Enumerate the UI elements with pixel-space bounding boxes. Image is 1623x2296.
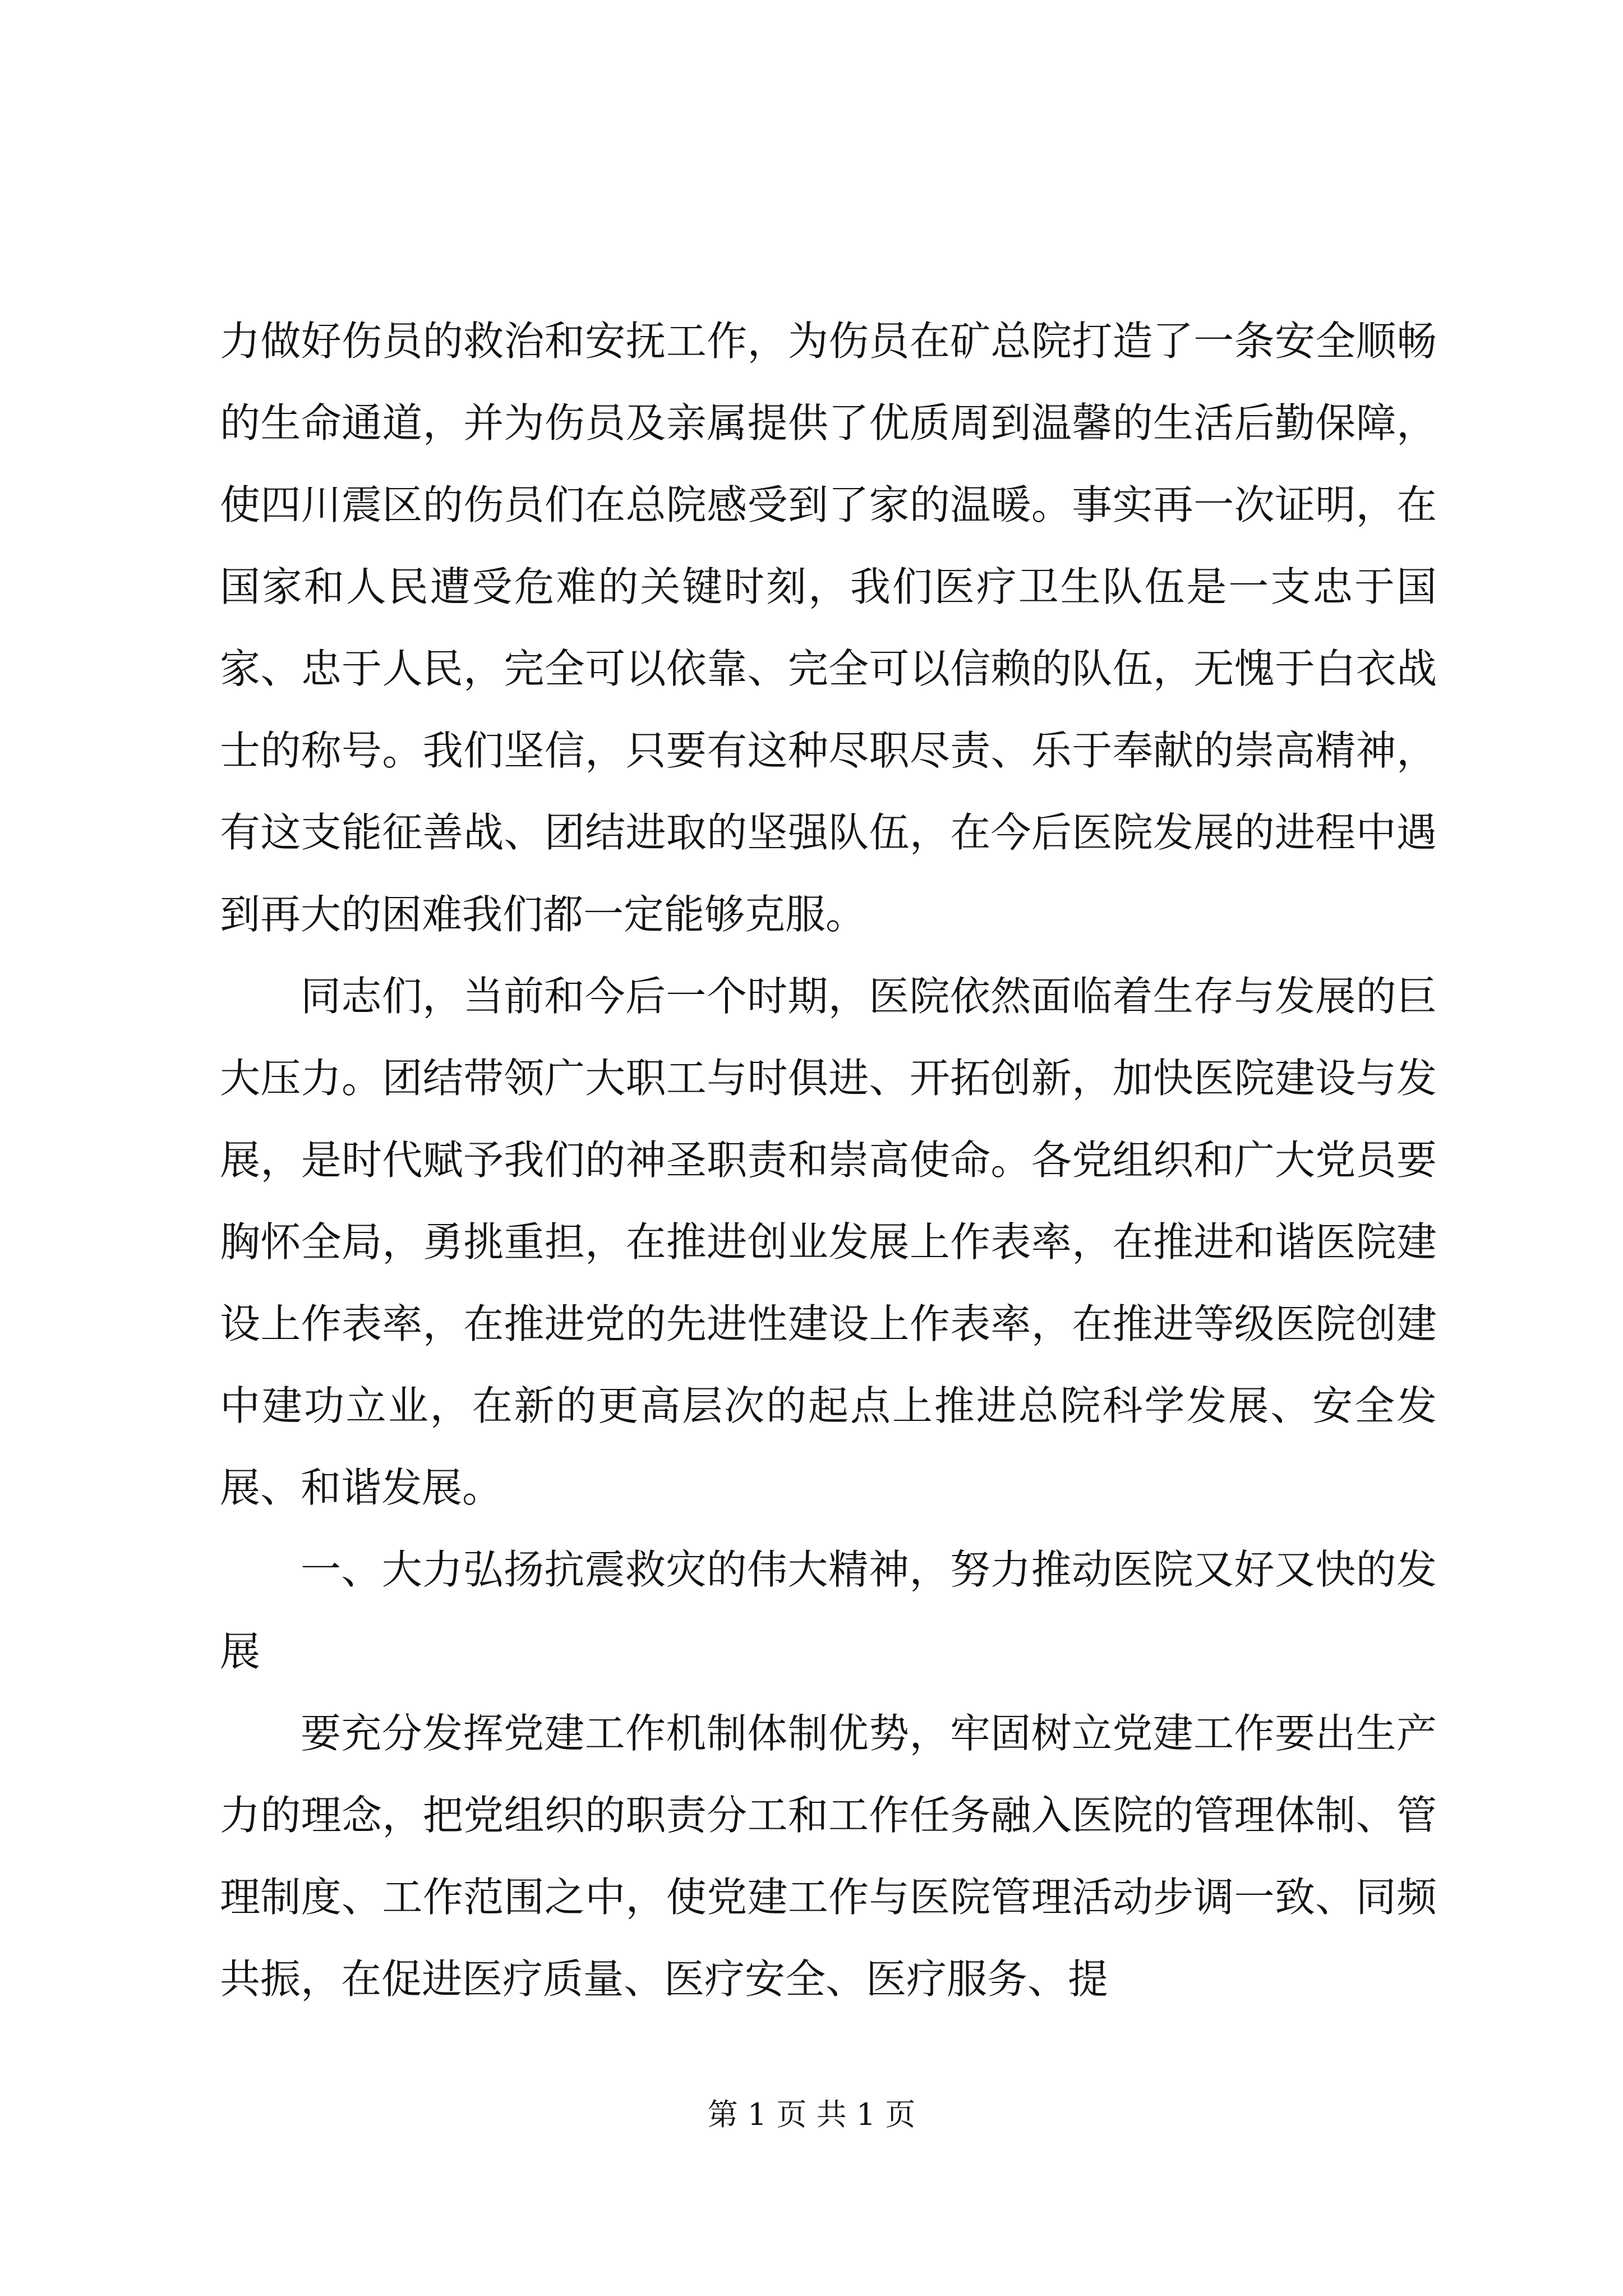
page-footer	[0, 2092, 1623, 2137]
paragraph-1: 力做好伤员的救治和安抚工作，为伤员在矿总院打造了一条安全顺畅的生命通道，并为伤员及亲属提供了优质周到温馨的生活后勤保障，使四川震区的伤员们在总院感受到了家的温暖。事实再一次证明，在国家和人民遭受危难的关键时刻，我们医疗卫生队伍是一支忠于国家、忠于人民，完全可以依靠、完全可以信赖的队伍，无愧于白衣战士的称号。我们坚信，只要有这种尽职尽责、乐于奉献的崇高精神，有这支能征善战、团结进取的坚强队伍，在今后医院发展的进程中遇到再大的困难我们都一定能够克服。	[220, 318, 1437, 938]
paragraph-3: 要充分发挥党建工作机制体制优势，牢固树立党建工作要出生产力的理念，把党组织的职责分工和工作任务融入医院的管理体制、管理制度、工作范围之中，使党建工作与医院管理活动步调一致、同频共振，在促进医疗质量、医疗安全、医疗服务、提	[220, 1710, 1437, 2003]
document-body	[220, 300, 1437, 2020]
page-number-label: 第 1 页 共 1 页	[707, 2097, 916, 2132]
section-heading-1: 一、大力弘扬抗震救灾的伟大精神，努力推动医院又好又快的发展	[220, 1546, 1437, 1675]
paragraph-2: 同志们，当前和今后一个时期，医院依然面临着生存与发展的巨大压力。团结带领广大职工与时俱进、开拓创新，加快医院建设与发展，是时代赋予我们的神圣职责和崇高使命。各党组织和广大党员要胸怀全局，勇挑重担，在推进创业发展上作表率，在推进和谐医院建设上作表率，在推进党的先进性建设上作表率，在推进等级医院创建中建功立业，在新的更高层次的起点上推进总院科学发展、安全发展、和谐发展。	[220, 973, 1437, 1511]
